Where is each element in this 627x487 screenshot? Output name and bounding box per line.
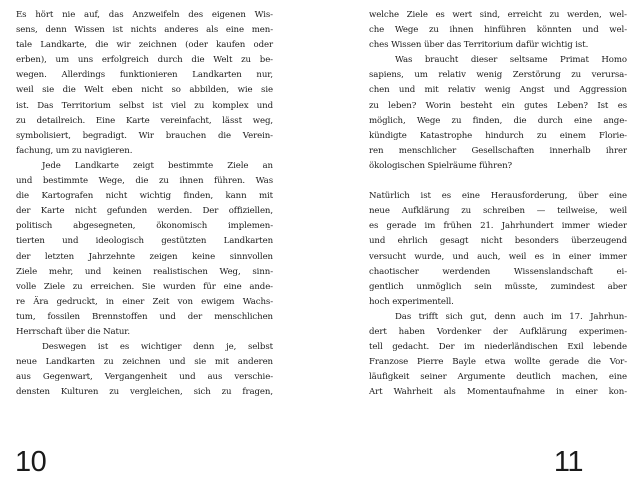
text-line: chen und mit relativ wenig Angst und Aggression — [369, 85, 627, 96]
text-line: Art Wahrheit als Momentaufnahme in einer kon- — [369, 387, 627, 398]
page-number-left: 10 — [15, 446, 47, 478]
text-line: ökologischen Spielräume führen? — [369, 160, 513, 171]
text-line — [369, 174, 627, 189]
right-page — [300, 0, 627, 487]
text-line: erben), um uns erfolgreich durch die Welt zu be- — [16, 55, 273, 66]
text-line: sens, denn Wissen ist nichts anderes als eine men- — [16, 25, 273, 36]
text-line: läufigkeit seiner Argumente deutlich machen, eine — [369, 372, 627, 383]
text-line: fachung, um zu navigieren. — [16, 145, 133, 156]
text-line: re Ära gedruckt, in einer Zeit von ewigem Wachs- — [16, 296, 273, 307]
text-line: che Wege zu ihnen hinführen könnten und wel- — [369, 25, 627, 36]
text-line: Herrschaft über die Natur. — [16, 326, 130, 337]
page-number-right: 11 — [553, 446, 583, 478]
text-line: Das trifft sich gut, denn auch im 17. Jahrhun- — [395, 311, 627, 322]
text-line: Es hört nie auf, das Anzweifeln des eigenen Wis- — [16, 10, 273, 20]
text-line: Natürlich ist es eine Herausforderung, über eine — [369, 191, 627, 202]
text-line: hoch experimentell. — [369, 296, 454, 307]
text-line: symbolisiert, begradigt. Wir brauchen die Verein- — [16, 130, 273, 141]
text-line: tale Landkarte, die wir zeichnen (oder kaufen oder — [16, 40, 273, 51]
left-page-body-text — [16, 8, 273, 400]
text-line: ist. Das Territorium selbst ist viel zu komplex und — [16, 100, 273, 111]
text-line: wegen. Allerdings funktionieren Landkarten nur, — [16, 70, 273, 81]
text-line: ches Wissen über das Territorium dafür wichtig ist. — [369, 40, 589, 51]
text-line: neue Landkarten zu zeichnen und sie mit anderen — [16, 357, 273, 368]
text-line: volle Ziele zu erreichen. Sie wurden für eine ande- — [16, 281, 273, 292]
text-line: der letzten Jahrzehnte zeigen keine sinnvollen — [16, 251, 273, 262]
text-line: und bestimmte Wege, die zu ihnen führen. Was — [16, 176, 273, 187]
text-line: versucht wurde, und auch, weil es in einer immer — [369, 251, 627, 262]
text-line: tum, fossilen Brennstoffen und der menschlichen — [16, 311, 273, 322]
text-line: es gerade im frühen 21. Jahrhundert immer wieder — [369, 221, 627, 232]
text-line: weil sie die Welt eben nicht so abbilden, wie sie — [16, 85, 273, 96]
text-line: gentlich unmöglich sein müsste, zumindest aber — [369, 281, 627, 292]
text-line: zu detailreich. Eine Karte vereinfacht, lässt weg, — [16, 115, 273, 126]
text-line: möglich, Wege zu finden, die durch eine ange- — [369, 115, 627, 126]
text-line: sapiens, um relativ wenig Zerstörung zu verursa- — [369, 70, 627, 81]
text-line: ren menschlicher Gesellschaften innerhalb ihrer — [369, 145, 627, 156]
text-line: tierten und ideologisch gestützten Landkarten — [16, 236, 273, 247]
text-line: Franzose Pierre Bayle etwa wollte gerade die Vor- — [369, 357, 627, 368]
text-line: zu leben? Worin besteht ein gutes Leben? Ist es — [369, 100, 627, 111]
text-line: neue Aufklärung zu schreiben — teilweise, weil — [369, 206, 627, 217]
text-line: tell gedacht. Der im niederländischen Exil lebende — [369, 342, 627, 353]
text-line: densten Kulturen zu vergleichen, sich zu fragen, — [16, 387, 273, 398]
text-line: Was braucht dieser seltsame Primat Homo — [395, 55, 627, 66]
text-line: politisch abgesegneten, ökonomisch implemen- — [16, 221, 273, 232]
text-line: Ziele mehr, und keinen realistischen Weg, sinn- — [16, 266, 273, 277]
text-line: aus Gegenwart, Vergangenheit und aus verschie- — [16, 372, 273, 383]
text-line: chaotischer werdenden Wissenslandschaft ei- — [369, 266, 627, 277]
text-line: Jede Landkarte zeigt bestimmte Ziele an — [42, 160, 273, 171]
text-line: Deswegen ist es wichtiger denn je, selbst — [42, 342, 273, 353]
text-line: der Karte nicht gefunden werden. Der offiziellen, — [16, 206, 273, 217]
right-page-body-text — [369, 8, 627, 400]
text-line: und ehrlich gesagt nicht besonders überzeugend — [369, 236, 627, 247]
text-line: dert haben Vordenker der Aufklärung experimen- — [369, 326, 627, 337]
text-line: die Kartografen nicht wichtig finden, kann mit — [16, 191, 273, 202]
text-line: kündigte Katastrophe hindurch zu einem Florie- — [369, 130, 627, 141]
text-line: welche Ziele es wert sind, erreicht zu werden, wel- — [369, 10, 627, 20]
left-page — [0, 0, 300, 487]
